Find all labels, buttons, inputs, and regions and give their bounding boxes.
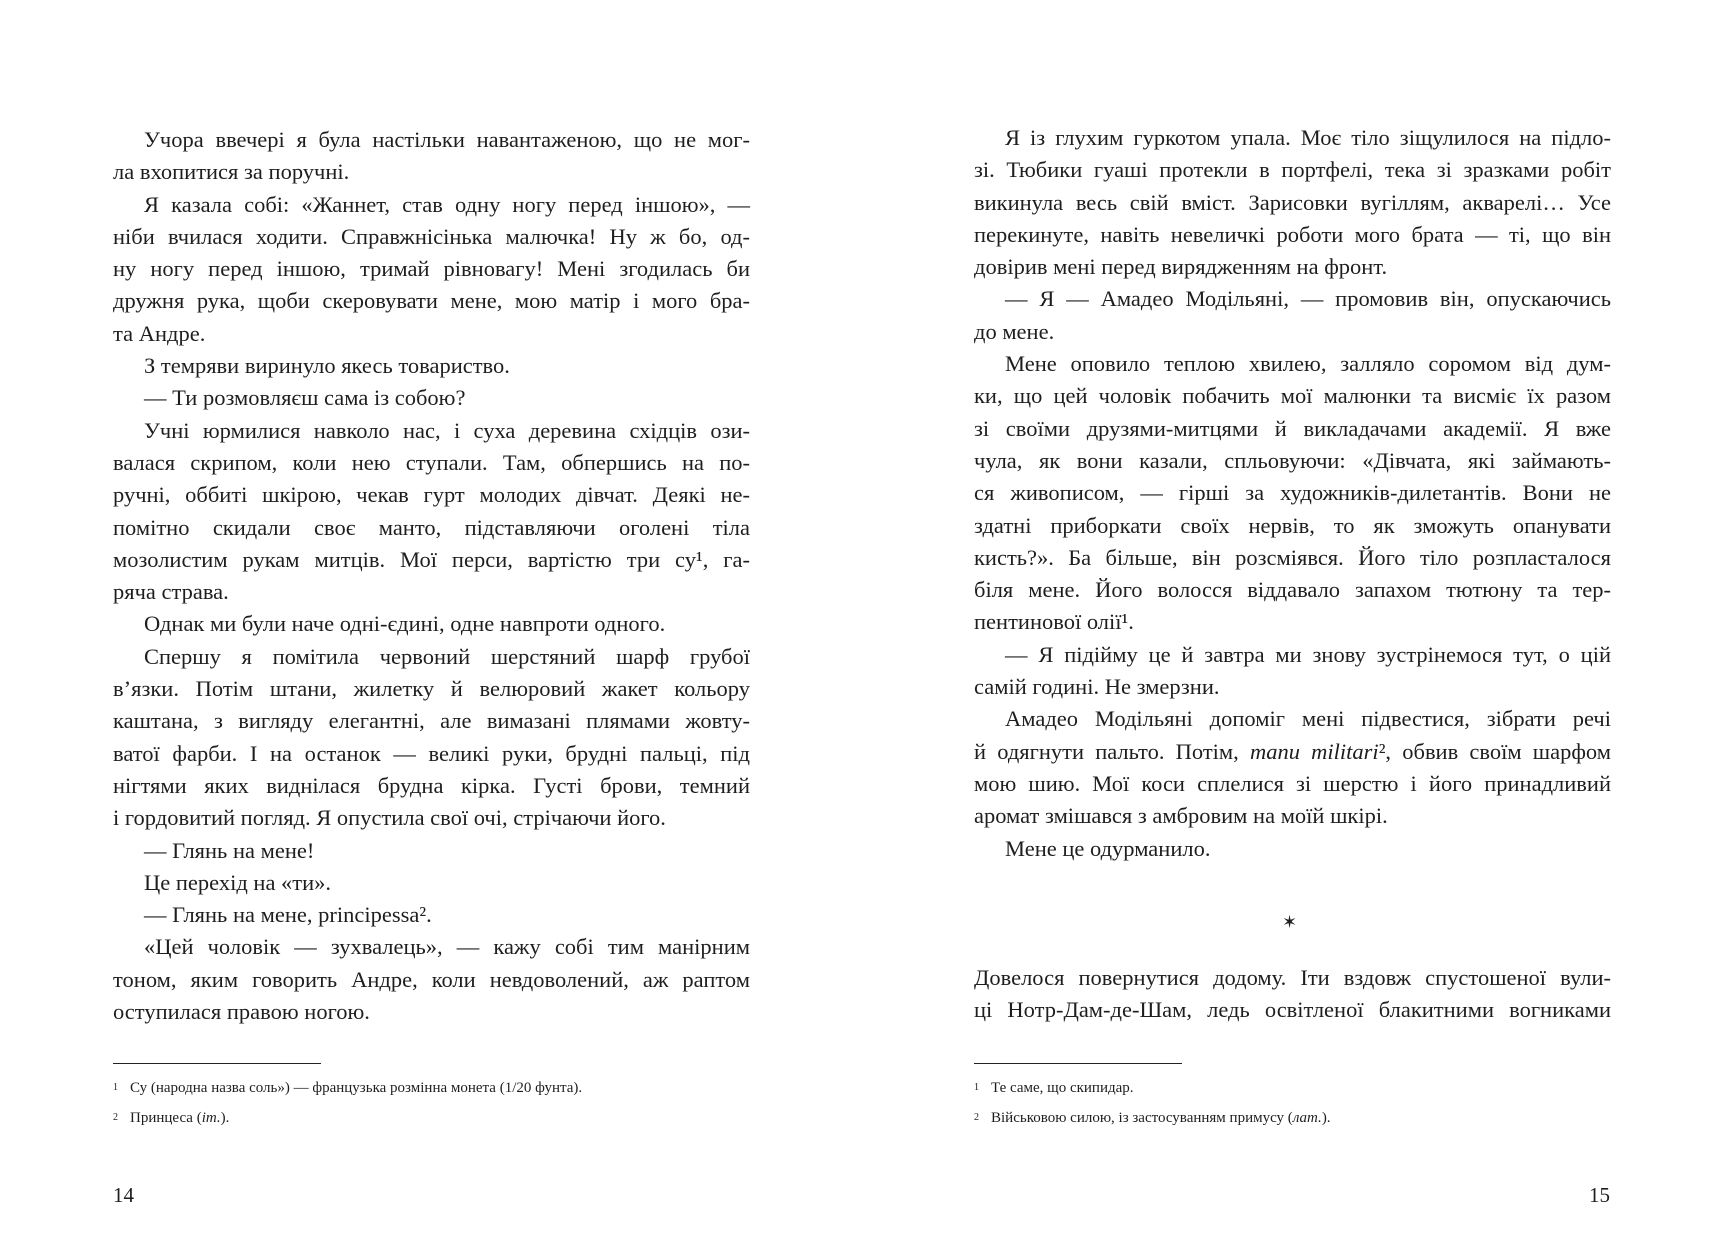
text-segment: — Ти розмовляєш сама із собою?	[144, 385, 466, 411]
text-segment: мою шию. Мої коси сплелися зі шерстю і його принадливий	[974, 770, 1611, 796]
paragraph	[113, 899, 750, 931]
text-line	[113, 447, 750, 479]
text-segment: Я казала собі: «Жаннет, став одну ногу перед іншою», —	[144, 191, 750, 217]
text-segment: Амадео Модільяні допоміг мені підвестися, зібрати речі	[1005, 706, 1611, 732]
text-line	[974, 542, 1611, 574]
text-line	[113, 156, 750, 188]
text-line	[974, 413, 1611, 445]
text-line	[113, 835, 750, 867]
text-line	[974, 768, 1611, 800]
text-line	[974, 251, 1611, 283]
text-segment: і гордовитий погляд. Я опустила свої очі, стрічаючи його.	[113, 805, 666, 831]
paragraph	[113, 641, 750, 835]
text-line	[974, 510, 1611, 542]
text-line	[974, 736, 1611, 768]
text-line	[113, 738, 750, 770]
text-line	[113, 899, 750, 931]
text-segment: пентинової олії¹.	[974, 609, 1134, 635]
text-line	[974, 962, 1611, 994]
text-line	[974, 122, 1611, 154]
text-line	[974, 283, 1611, 315]
text-line	[974, 445, 1611, 477]
paragraph	[113, 835, 750, 867]
text-line	[113, 285, 750, 317]
text-line	[113, 931, 750, 963]
text-segment: мозолистим рукам митців. Мої перси, вартістю три су¹, га-	[113, 546, 750, 572]
footnote	[974, 1079, 1134, 1097]
paragraph	[113, 124, 750, 189]
text-segment: ).	[220, 1110, 230, 1126]
footnote	[974, 1109, 1331, 1127]
text-segment: здатні приборкати своїх нервів, то як зможуть опанувати	[974, 512, 1611, 538]
left-page-text	[113, 124, 750, 1028]
text-segment: Учора ввечері я була настільки навантаженою, що не мог-	[144, 127, 750, 152]
text-line	[113, 867, 750, 899]
text-segment: ніби вчилася ходити. Справжнісінька малючка! Ну ж бо, од-	[113, 223, 750, 249]
paragraph	[974, 962, 1611, 1027]
text-line	[974, 574, 1611, 606]
text-line	[974, 994, 1611, 1026]
paragraph	[113, 382, 750, 414]
page-number-right: 15	[1589, 1183, 1610, 1207]
text-segment: помітно скидали своє манто, підставляючи оголені тіла	[113, 514, 750, 540]
text-segment: ручні, оббиті шкірою, чекав гурт молодих дівчат. Деякі не-	[113, 482, 750, 508]
text-segment: ).	[1321, 1110, 1331, 1126]
paragraph	[974, 639, 1611, 704]
text-line	[974, 348, 1611, 380]
text-segment: — Я підійму це й завтра ми знову зустрінемося тут, о цій	[1005, 641, 1611, 667]
right-page-text	[974, 122, 1611, 865]
paragraph	[113, 931, 750, 1028]
text-segment: зі. Тюбики гуаші протекли в портфелі, тека зі зразками робіт	[974, 157, 1611, 183]
text-segment: «Цей чоловік — зухвалець», — кажу собі тим манірним	[144, 934, 750, 960]
text-segment: Це перехід на «ти».	[144, 869, 332, 895]
paragraph	[974, 283, 1611, 348]
text-segment: Те саме, що скипидар.	[991, 1080, 1134, 1096]
paragraph	[974, 833, 1611, 865]
footnote-divider	[974, 1063, 1182, 1064]
text-segment: тоном, яким говорить Андре, коли невдоволений, аж раптом	[113, 966, 750, 992]
text-line	[113, 576, 750, 608]
text-segment: самій годині. Не змерзни.	[974, 674, 1220, 700]
footnote	[113, 1079, 582, 1097]
paragraph	[974, 122, 1611, 283]
text-segment: валася скрипом, коли нею ступали. Там, обпершись на по-	[113, 449, 750, 475]
text-segment: чула, як вони казали, спльовуючи: «Дівчата, які займають-	[974, 447, 1611, 473]
text-line	[113, 770, 750, 802]
text-line	[974, 380, 1611, 412]
paragraph	[113, 189, 750, 350]
text-segment: З темряви виринуло якесь товариство.	[144, 353, 510, 379]
text-segment: ², обвив своїм шарфом	[1378, 738, 1611, 764]
text-line	[113, 641, 750, 673]
text-segment: ці Нотр-Дам-де-Шам, ледь освітленої блакитними вогниками	[974, 997, 1611, 1023]
text-segment: ряча страва.	[113, 579, 229, 605]
footnote-divider	[113, 1063, 321, 1064]
text-line	[113, 479, 750, 511]
text-line	[113, 544, 750, 576]
text-segment: до мене.	[974, 318, 1055, 344]
italic-text: manu militari	[1249, 738, 1379, 764]
text-line	[113, 608, 750, 640]
text-line	[113, 189, 750, 221]
paragraph	[974, 348, 1611, 639]
text-line	[113, 318, 750, 350]
text-line	[974, 316, 1611, 348]
text-segment: зі своїми друзями-митцями й викладачами академії. Я вже	[974, 415, 1611, 441]
text-line	[974, 671, 1611, 703]
footnote-number: 1	[974, 1082, 979, 1093]
right-page-continuation	[974, 962, 1611, 1027]
text-line	[974, 800, 1611, 832]
text-line	[113, 705, 750, 737]
text-segment: — Глянь на мене!	[144, 837, 315, 863]
text-segment: Однак ми були наче одні-єдині, одне навпроти одного.	[144, 611, 666, 637]
text-segment: Мене оповило теплою хвилею, залляло соромом від дум-	[1005, 351, 1611, 377]
text-line	[113, 350, 750, 382]
text-segment: Принцеса (	[130, 1110, 202, 1126]
text-segment: — Глянь на мене, principessa².	[144, 902, 432, 928]
text-segment: дружня рука, щоби скеровувати мене, мою матір і мого бра-	[113, 288, 750, 314]
paragraph	[113, 867, 750, 899]
text-segment: каштана, з вигляду елегантні, але вимазані плямами жовту-	[113, 708, 750, 734]
text-line	[113, 673, 750, 705]
text-line	[113, 964, 750, 996]
text-line	[113, 253, 750, 285]
text-segment: Військовою силою, із застосуванням примусу (	[991, 1110, 1293, 1126]
text-segment: довірив мені перед вирядженням на фронт.	[974, 254, 1388, 280]
text-segment: Я із глухим гуркотом упала. Моє тіло зіщулилося на підло-	[1005, 125, 1611, 150]
page-number-left: 14	[113, 1183, 134, 1207]
text-segment: Довелося повернутися додому. Іти вздовж спустошеної вули-	[974, 965, 1611, 990]
text-segment: Учні юрмилися навколо нас, і суха деревина східців ози-	[144, 417, 750, 443]
text-line	[113, 415, 750, 447]
text-segment: ну ногу перед іншою, тримай рівновагу! Мені згодилась би	[113, 256, 750, 282]
text-line	[974, 154, 1611, 186]
text-segment: — Я — Амадео Модільяні, — промовив він, опускаючись	[1005, 286, 1611, 312]
italic-text: іт.	[201, 1110, 221, 1126]
footnote	[113, 1109, 229, 1127]
text-segment: перекинуте, навіть невеличкі роботи мого брата — ті, що він	[974, 221, 1611, 247]
text-segment: кисть?». Ба більше, він розсміявся. Його тіло розпласталося	[974, 544, 1611, 570]
text-segment: ватої фарби. І на останок — великі руки, брудні пальці, під	[113, 740, 750, 766]
text-line	[974, 187, 1611, 219]
footnote-number: 1	[113, 1082, 118, 1093]
text-line	[974, 639, 1611, 671]
text-line	[113, 802, 750, 834]
section-break-asterism: ✶	[1282, 912, 1298, 932]
text-line	[113, 512, 750, 544]
text-segment: ла вхопитися за поручні.	[113, 159, 350, 185]
text-segment: ки, що цей чоловік побачить мої малюнки та висміє їх разом	[974, 383, 1611, 409]
text-line	[974, 606, 1611, 638]
footnote-number: 2	[974, 1112, 979, 1123]
text-segment: Мене це одурманило.	[1005, 835, 1211, 861]
text-segment: оступилася правою ногою.	[113, 999, 370, 1025]
text-segment: нігтями яких виднілася брудна кірка. Густі брови, темний	[113, 772, 750, 798]
paragraph	[113, 608, 750, 640]
text-line	[974, 477, 1611, 509]
text-line	[974, 833, 1611, 865]
text-line	[113, 221, 750, 253]
text-line	[113, 124, 750, 156]
footnote-number: 2	[113, 1112, 118, 1123]
text-segment: аромат змішався з амбровим на моїй шкірі.	[974, 803, 1388, 829]
italic-text: лат.	[1292, 1110, 1322, 1126]
text-segment: Спершу я помітила червоний шерстяний шарф грубої	[144, 643, 750, 669]
text-segment: біля мене. Його волосся віддавало запахом тютюну та тер-	[974, 577, 1611, 603]
text-segment: в’язки. Потім штани, жилетку й велюровий жакет кольору	[113, 676, 750, 702]
text-segment: Су (народна назва соль») — французька розмінна монета (1/20 фунта).	[130, 1080, 583, 1096]
text-line	[974, 219, 1611, 251]
paragraph	[974, 703, 1611, 832]
text-segment: й одягнути пальто. Потім,	[974, 738, 1250, 764]
text-segment: ся живописом, — гірші за художників-дилетантів. Вони не	[974, 480, 1611, 506]
text-line	[113, 382, 750, 414]
text-line	[113, 996, 750, 1028]
text-segment: та Андре.	[113, 320, 206, 346]
paragraph	[113, 350, 750, 382]
paragraph	[113, 415, 750, 609]
text-line	[974, 703, 1611, 735]
text-segment: викинула весь свій вміст. Зарисовки вугіллям, акварелі… Усе	[974, 189, 1611, 215]
